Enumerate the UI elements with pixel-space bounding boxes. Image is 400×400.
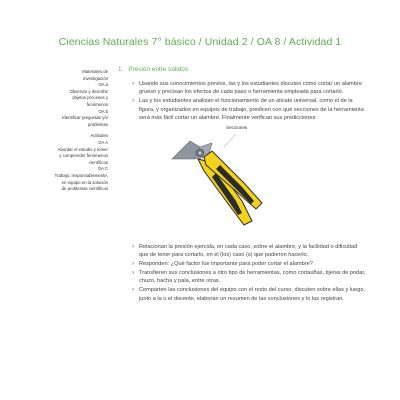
bullet-list-bottom	[118, 243, 368, 304]
section-heading	[118, 66, 368, 73]
sidebar-materials-block	[46, 69, 108, 128]
sidebar-attitudes-block	[46, 133, 108, 192]
sidebar-line: fenómenos	[86, 101, 108, 107]
sidebar-line: OA C	[97, 166, 108, 172]
pliers-icon	[154, 129, 274, 234]
list-item: › Responden: ¿Qué factor fue importante para poder cortar el alambre?	[132, 260, 368, 268]
pliers-figure	[118, 125, 368, 237]
sidebar-line: científicos	[88, 159, 108, 165]
list-item: › Relacionan la presión ejercida, en cada caso, sobre el alambre, y la facilidad o dificultad que de tener para cortarlo, en el (los) caso (s) que pudieron hacerlo.	[132, 243, 368, 260]
list-item: › Usando sus conocimientos previos, las y los estudiantes discuten cómo cortar un alambre grueso y precisan los efectos de cada paso o herramienta empleada para cortarlo.	[132, 80, 368, 97]
sidebar-line: OA b	[98, 108, 108, 114]
sidebar-line: investigación	[83, 75, 108, 81]
sidebar-line: Trabajo, responsablemente,	[54, 172, 108, 178]
bullet-list-top	[118, 80, 368, 123]
list-item: › Las y los estudiantes analizan el funcionamiento de un alicate universal, como el de la figura, y organizados en equipos de trabajo, predicen con qué secciones de la herramienta será más fácil cortar un alambre. Finalmente verifican sus predicciones:	[132, 97, 368, 122]
sidebar-line: Abordar el estudio y temer	[57, 146, 108, 152]
figure-label: Secciones	[226, 124, 248, 130]
list-item: › Transfieren sus conclusiones a otro tipo de herramientas, como cortaúñas, tijeras de podar, chuzo, hacha y pala, entre otras.	[132, 269, 368, 286]
sidebar-objectives	[46, 69, 108, 198]
page-title: Ciencias Naturales 7° básico / Unidad 2 / OA 8 / Actividad 1	[58, 36, 342, 48]
activity-content	[118, 66, 368, 304]
list-item: › Comparten las conclusiones del equipo con el resto del curso, discuten sobre ellas y luego, junto a la o el docente, elaboran un resumen de las conclusiones y lo las registran.	[132, 286, 368, 303]
sidebar-line: objetos procesos y	[72, 95, 108, 101]
sidebar-line: Actitudes	[90, 133, 108, 139]
sidebar-line: Identificar preguntas y/o	[62, 115, 108, 121]
sidebar-line: problemas	[87, 121, 108, 127]
sidebar-line: de problemas científicos	[61, 186, 108, 192]
section-number: 1.	[118, 66, 124, 73]
sidebar-line: OA A	[98, 139, 108, 145]
sidebar-line: y comprender fenómenos	[59, 153, 108, 159]
section-title: Presión entre sólidos	[128, 66, 189, 73]
sidebar-line: OA a	[98, 82, 108, 88]
sidebar-line: Materiales de	[82, 69, 108, 74]
sidebar-line: Observar y describir	[69, 88, 108, 94]
sidebar-line: en equipo en la solución	[61, 179, 108, 185]
